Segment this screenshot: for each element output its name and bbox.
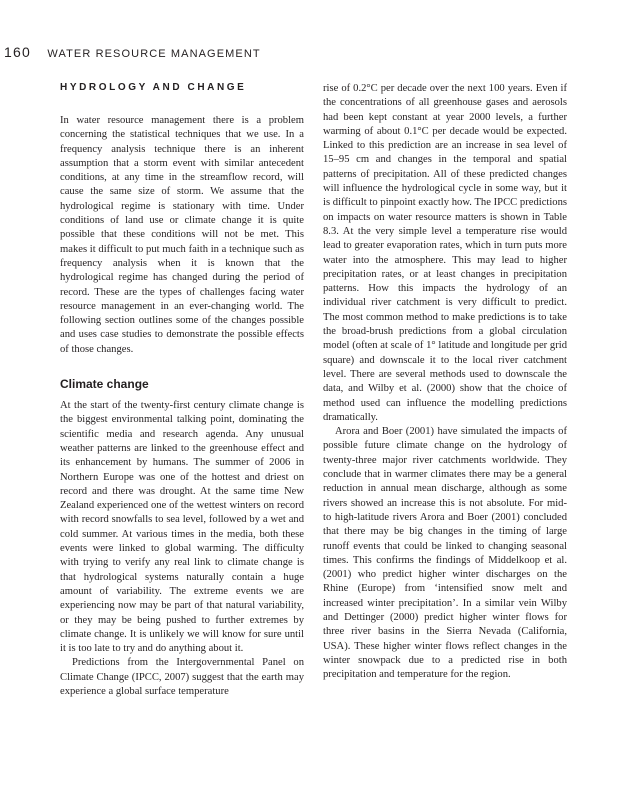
running-title: WATER RESOURCE MANAGEMENT [47,48,261,60]
paragraph-predictions: rise of 0.2°C per decade over the next 100 years. Even if the concentrations of all greenhouse gases and aerosols had been kept constant at year 2000 levels, a further warming of about 0.1°C per decade would be expected. Linked to this prediction are an increase in sea level of 15–95 cm and changes in the temporal and spatial patterns of precipitation. All of these predicted changes will influence the hydrological cycle in some way, but it is difficult to pinpoint exactly how. The IPCC predictions on impacts on water resource matters is shown in Table 8.3. At the very simple level a temperature rise would lead to greater evaporation rates, which in turn puts more water into the atmosphere. This may lead to higher precipitation rates, or at least changes in precipitation patterns. How this impacts the hydrology of an individual river catchment is very difficult to predict. The most common method to make predictions is to take the broad-brush predictions from a global circulation model (often at scale of 1° latitude and longitude per grid square) and downscale it to the local river catchment level. There are several methods used to downscale the data, and Wilby et al. (2000) show that the choice of method used can influence the modelling predictions dramatically. [323,83,567,423]
running-head [4,44,261,62]
page-number: 160 [4,44,31,60]
paragraph-intro: In water resource management there is a problem concerning the statistical techniques that we use. In a frequency analysis technique there is an inherent assumption that a storm event with similar antecedent conditions, at any time in the streamflow record, will cause the same size of storm. We assume that the hydrological regime is stationary with time. Under conditions of land use or climate change it is quite possible that these conditions will not be met. This makes it difficult to put much faith in a technique such as frequency analysis when it is known that the hydrological regime has changed during the period of record. These are the types of challenges facing water resource management in an ever-changing world. The following section outlines some of the changes possible and uses case studies to demonstrate the possible effects of those changes. [60,115,304,355]
right-column [323,82,567,682]
left-column [60,82,304,699]
subsection-heading: Climate change [60,377,149,392]
paragraph-ipcc: Predictions from the Intergovernmental Panel on Climate Change (IPCC, 2007) suggest that the earth may experience a global surface temperature [60,657,304,697]
paragraph-arora-boer: Arora and Boer (2001) have simulated the impacts of possible future climate change on the hydrology of twenty-three major river catchments worldwide. They conclude that in warmer climates there may be a general reduction in annual mean discharge, although as some rivers showed an increase this is not absolute. For mid- to high-latitude rivers Arora and Boer (2001) concluded that there may be big changes in the timing of large runoff events that could be linked to changing seasonal times. This confirms the findings of Middelkoop et al. (2001) who predict higher winter discharges on the Rhine (Europe) from ‘intensified snow melt and increased winter precipitation’. In a similar vein Wilby and Dettinger (2000) predict higher winter flows for three river basins in the Sierra Nevada (California, USA). These higher winter flows reflect changes in the winter snowpack due to a predicted rise in both precipitation and temperature for the region. [323,426,567,681]
paragraph-climate-change: At the start of the twenty-first century climate change is the biggest environmental talking point, dominating the scientific media and research agenda. Any unusual weather patterns are linked to the greenhouse effect and its enhancement by humans. The summer of 2006 in Northern Europe was one of the hottest and driest on record and there was drought. At the same time New Zealand experienced one of the wettest winters on record with record snowfalls to sea level, followed by a wet and cold summer. At various times in the media, both these events were linked to global warming. The difficulty with trying to verify any real link to climate change is that hydrological systems naturally contain a huge amount of variability. The extreme events we are experiencing now may be part of that natural variability, or they may be being pushed to further extremes by climate change. It is unlikely we will know for sure until it is too late to try and do anything about it. [60,400,304,655]
section-heading: HYDROLOGY AND CHANGE [60,82,247,93]
